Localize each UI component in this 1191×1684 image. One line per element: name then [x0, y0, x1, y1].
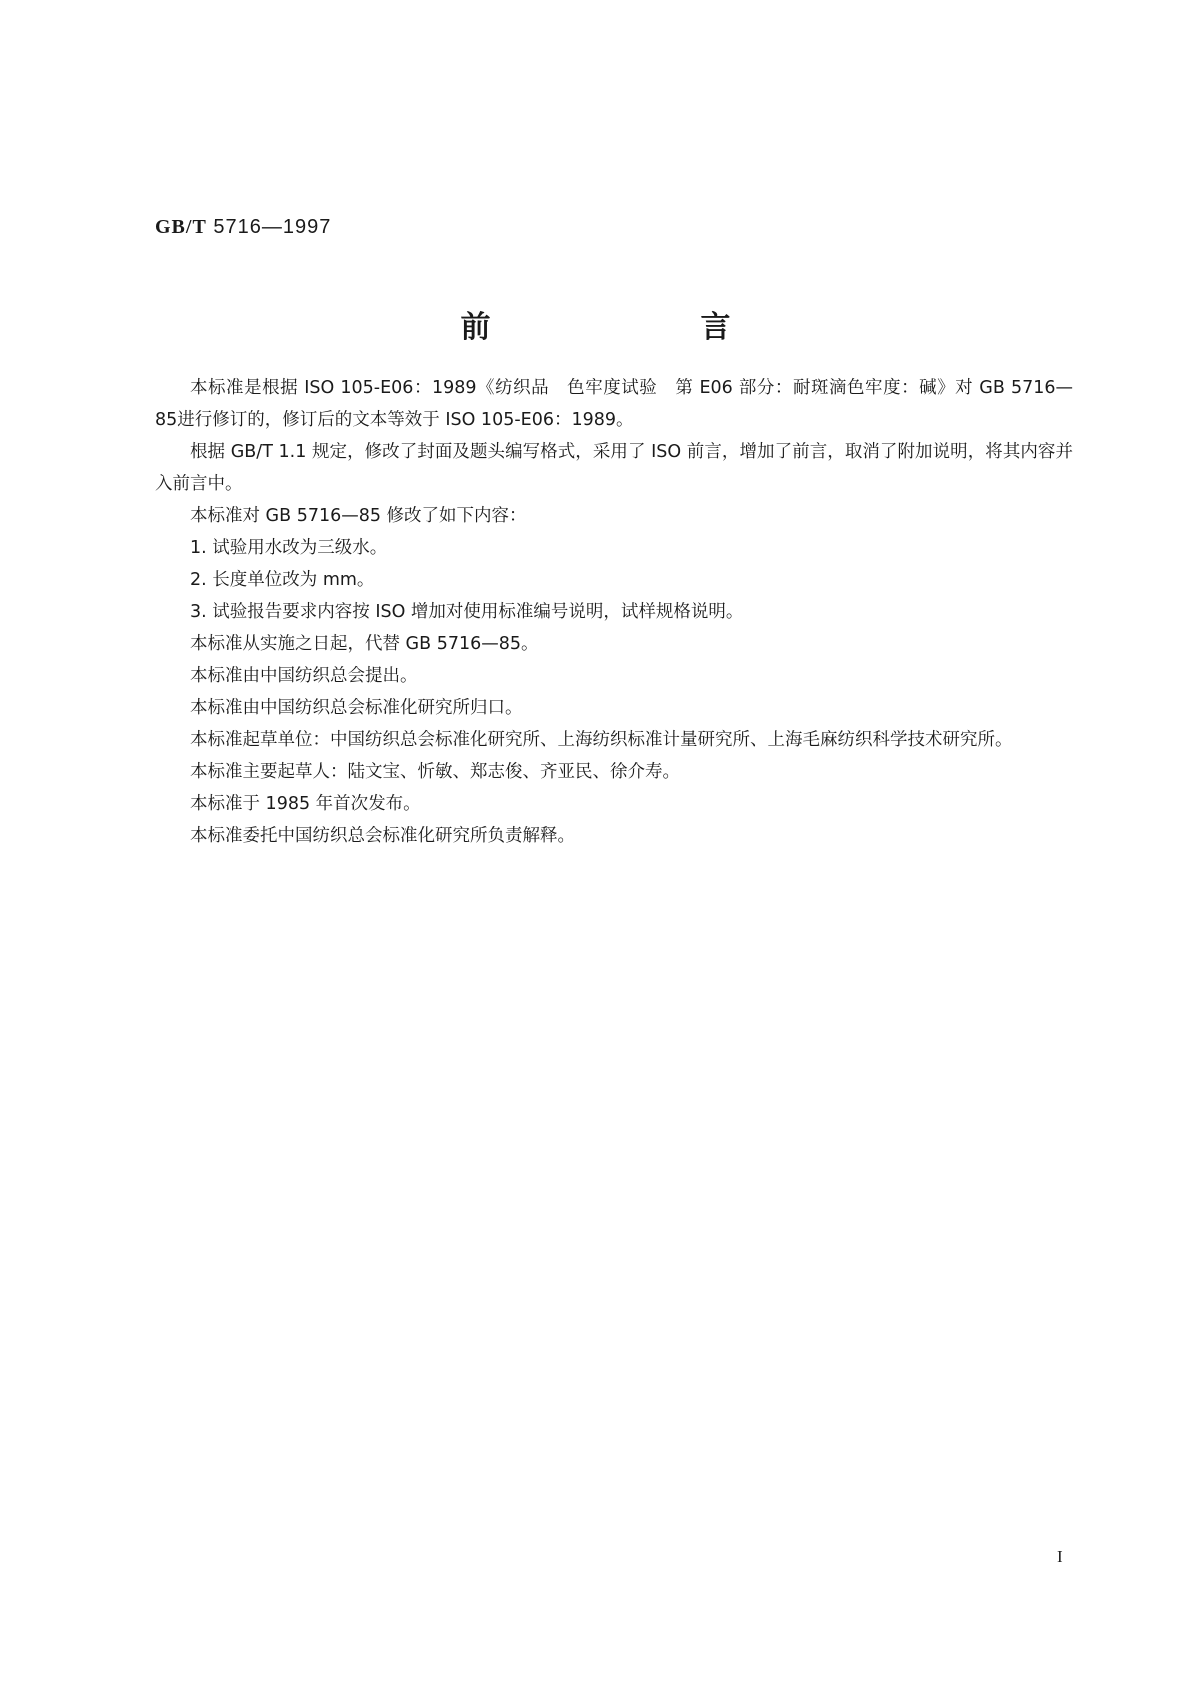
- paragraph: 本标准于 1985 年首次发布。: [190, 794, 421, 814]
- page-title: 前 言: [460, 310, 821, 345]
- foreword-body: [155, 372, 1073, 852]
- paragraph: 本标准主要起草人：陆文宝、忻敏、郑志俊、齐亚民、徐介寿。: [190, 762, 680, 782]
- standard-code: [155, 216, 331, 239]
- paragraph: 本标准委托中国纺织总会标准化研究所负责解释。: [190, 826, 575, 846]
- paragraph: 本标准是根据 ISO 105-E06：1989《纺织品 色牢度试验 第 E06 部分：耐斑滴色牢度：碱》对 GB 5716—85进行修订的，修订后的文本等效于 ISO 105-E06：1989。: [155, 378, 1073, 430]
- paragraph: 本标准从实施之日起，代替 GB 5716—85。: [190, 634, 539, 654]
- paragraph: 本标准起草单位：中国纺织总会标准化研究所、上海纺织标准计量研究所、上海毛麻纺织科学技术研究所。: [190, 730, 1013, 750]
- list-item: 2. 长度单位改为 mm。: [190, 570, 375, 590]
- page-number: I: [1057, 1547, 1063, 1566]
- paragraph: 本标准由中国纺织总会标准化研究所归口。: [190, 698, 523, 718]
- standard-code-number: 5716—1997: [213, 216, 332, 238]
- standard-code-prefix: GB/T: [155, 216, 207, 238]
- paragraph: 本标准对 GB 5716—85 修改了如下内容：: [190, 506, 527, 526]
- paragraph: 根据 GB/T 1.1 规定，修改了封面及题头编写格式，采用了 ISO 前言，增加了前言，取消了附加说明，将其内容并入前言中。: [155, 442, 1073, 494]
- list-item: 1. 试验用水改为三级水。: [190, 538, 388, 558]
- paragraph: 本标准由中国纺织总会提出。: [190, 666, 418, 686]
- list-item: 3. 试验报告要求内容按 ISO 增加对使用标准编号说明，试样规格说明。: [190, 602, 744, 622]
